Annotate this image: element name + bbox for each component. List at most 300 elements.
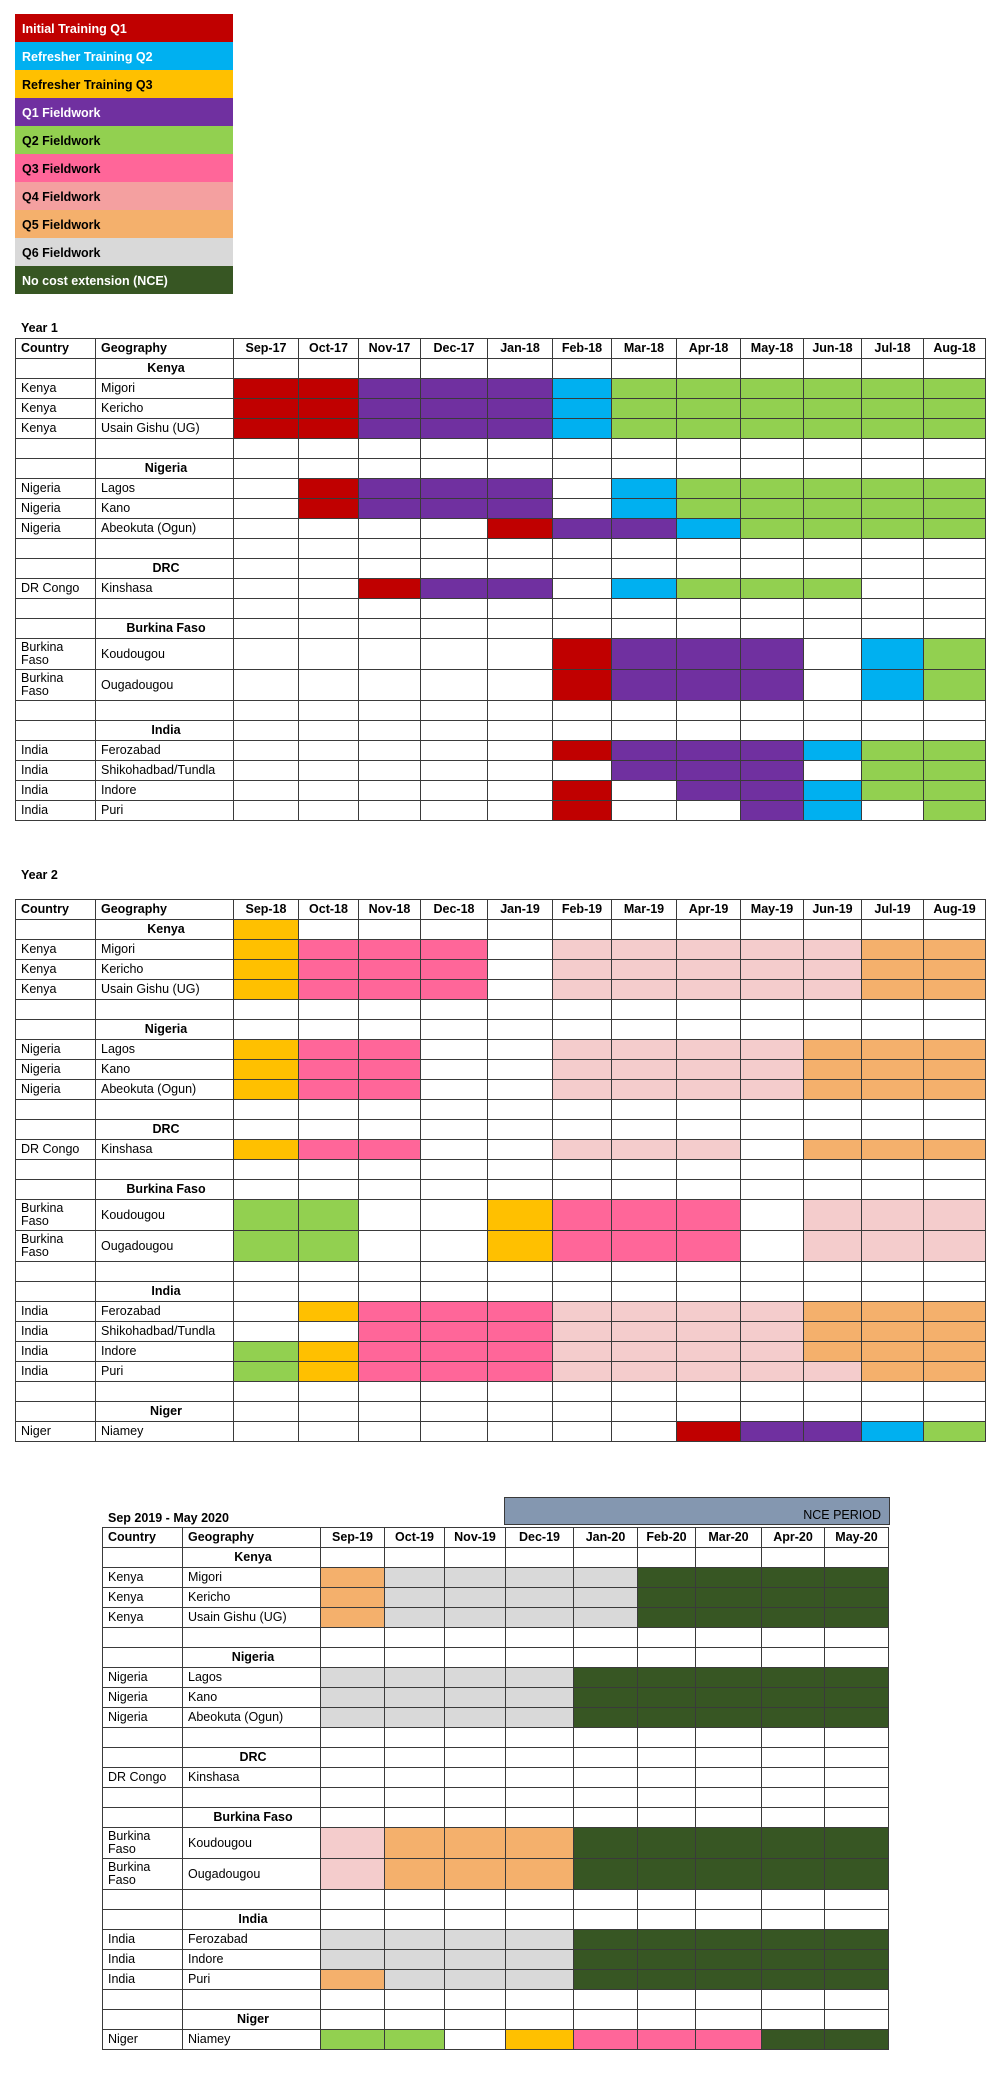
month-cell xyxy=(359,940,421,960)
month-cell xyxy=(421,1000,488,1020)
region-label: Kenya xyxy=(96,359,234,379)
geography-cell: Indore xyxy=(96,1342,234,1362)
country-cell xyxy=(16,1160,96,1180)
month-cell xyxy=(741,499,804,519)
month-cell xyxy=(825,1768,889,1788)
month-cell xyxy=(696,1728,762,1748)
month-cell xyxy=(741,1040,804,1060)
month-header: Mar-19 xyxy=(612,900,677,920)
month-cell xyxy=(421,1180,488,1200)
geography-cell: Niamey xyxy=(96,1422,234,1442)
month-cell xyxy=(553,459,612,479)
geography-cell: Abeokuta (Ogun) xyxy=(183,1708,321,1728)
month-cell xyxy=(299,960,359,980)
schedule-row xyxy=(16,1200,986,1231)
schedule-row xyxy=(16,781,986,801)
month-cell xyxy=(804,539,862,559)
month-cell xyxy=(506,1728,574,1748)
geography-cell: Migori xyxy=(96,379,234,399)
month-cell xyxy=(804,701,862,721)
schedule-row xyxy=(103,1970,889,1990)
month-cell xyxy=(804,359,862,379)
month-cell xyxy=(677,741,741,761)
month-cell xyxy=(445,1708,506,1728)
month-cell xyxy=(553,1060,612,1080)
month-cell xyxy=(299,1100,359,1120)
month-cell xyxy=(385,1648,445,1668)
month-cell xyxy=(924,1282,986,1302)
geography-cell xyxy=(183,1890,321,1910)
schedule-row xyxy=(103,1568,889,1588)
month-cell xyxy=(321,1768,385,1788)
month-cell xyxy=(445,1768,506,1788)
month-cell xyxy=(638,1859,696,1890)
month-cell xyxy=(741,1180,804,1200)
month-cell xyxy=(421,940,488,960)
geography-cell: Abeokuta (Ogun) xyxy=(96,519,234,539)
month-cell xyxy=(825,1588,889,1608)
country-cell: India xyxy=(103,1930,183,1950)
month-cell xyxy=(612,670,677,701)
month-cell xyxy=(234,741,299,761)
geography-cell: Puri xyxy=(96,1362,234,1382)
country-cell: Nigeria xyxy=(16,479,96,499)
month-header: Jan-18 xyxy=(488,339,553,359)
month-cell xyxy=(862,801,924,821)
month-cell xyxy=(488,399,553,419)
month-cell xyxy=(862,359,924,379)
month-cell xyxy=(299,1282,359,1302)
month-cell xyxy=(638,1728,696,1748)
month-cell xyxy=(741,721,804,741)
month-cell xyxy=(612,1060,677,1080)
month-cell xyxy=(553,1342,612,1362)
month-cell xyxy=(741,701,804,721)
month-cell xyxy=(421,1231,488,1262)
month-cell xyxy=(385,1768,445,1788)
spacer-row xyxy=(16,439,986,459)
month-cell xyxy=(804,559,862,579)
month-cell xyxy=(299,499,359,519)
month-cell xyxy=(488,1140,553,1160)
country-cell xyxy=(16,1262,96,1282)
month-cell xyxy=(924,741,986,761)
month-cell xyxy=(677,801,741,821)
month-cell xyxy=(421,1200,488,1231)
month-cell xyxy=(638,1808,696,1828)
region-label: Nigeria xyxy=(96,1020,234,1040)
month-cell xyxy=(299,379,359,399)
region-label: India xyxy=(183,1910,321,1930)
month-cell xyxy=(359,670,421,701)
month-cell xyxy=(421,419,488,439)
country-cell: Burkina Faso xyxy=(103,1859,183,1890)
geography-cell: Kericho xyxy=(183,1588,321,1608)
month-cell xyxy=(553,701,612,721)
month-cell xyxy=(234,761,299,781)
month-cell xyxy=(553,599,612,619)
year1-caption: Year 1 xyxy=(21,321,58,335)
month-cell xyxy=(359,1282,421,1302)
country-cell: Kenya xyxy=(16,379,96,399)
month-cell xyxy=(421,1140,488,1160)
month-cell xyxy=(612,1262,677,1282)
month-cell xyxy=(862,1060,924,1080)
region-row xyxy=(103,1748,889,1768)
month-cell xyxy=(638,1568,696,1588)
region-label: Niger xyxy=(183,2010,321,2030)
month-cell xyxy=(421,1342,488,1362)
month-cell xyxy=(862,1402,924,1422)
month-cell xyxy=(804,439,862,459)
month-cell xyxy=(234,1382,299,1402)
month-cell xyxy=(385,1970,445,1990)
region-label: India xyxy=(96,1282,234,1302)
month-header: Sep-19 xyxy=(321,1528,385,1548)
month-cell xyxy=(762,1548,825,1568)
month-cell xyxy=(741,1382,804,1402)
month-cell xyxy=(299,1382,359,1402)
month-cell xyxy=(862,721,924,741)
month-cell xyxy=(359,359,421,379)
month-cell xyxy=(741,1302,804,1322)
month-cell xyxy=(553,1020,612,1040)
month-cell xyxy=(638,1648,696,1668)
month-cell xyxy=(553,1322,612,1342)
spacer-row xyxy=(16,1100,986,1120)
month-cell xyxy=(638,1910,696,1930)
schedule-row xyxy=(16,1342,986,1362)
month-cell xyxy=(924,1180,986,1200)
month-cell xyxy=(862,599,924,619)
month-cell xyxy=(359,1322,421,1342)
month-cell xyxy=(696,1890,762,1910)
month-cell xyxy=(299,1180,359,1200)
month-cell xyxy=(421,359,488,379)
month-cell xyxy=(924,1422,986,1442)
month-cell xyxy=(234,459,299,479)
month-cell xyxy=(506,1628,574,1648)
month-cell xyxy=(234,1040,299,1060)
month-cell xyxy=(299,980,359,1000)
month-cell xyxy=(677,379,741,399)
month-cell xyxy=(612,599,677,619)
month-cell xyxy=(488,459,553,479)
month-cell xyxy=(553,439,612,459)
month-cell xyxy=(488,940,553,960)
month-cell xyxy=(804,980,862,1000)
month-cell xyxy=(299,519,359,539)
month-cell xyxy=(321,1930,385,1950)
month-cell xyxy=(696,1688,762,1708)
month-cell xyxy=(299,1200,359,1231)
geography-cell: Ougadougou xyxy=(96,1231,234,1262)
month-cell xyxy=(741,1282,804,1302)
month-cell xyxy=(506,1588,574,1608)
month-cell xyxy=(506,1768,574,1788)
month-cell xyxy=(862,439,924,459)
country-cell xyxy=(16,1020,96,1040)
month-cell xyxy=(445,1950,506,1970)
region-row xyxy=(103,1648,889,1668)
month-cell xyxy=(234,1120,299,1140)
month-cell xyxy=(862,741,924,761)
month-cell xyxy=(741,1160,804,1180)
month-cell xyxy=(421,721,488,741)
month-cell xyxy=(677,980,741,1000)
month-cell xyxy=(553,559,612,579)
month-cell xyxy=(421,1080,488,1100)
geography-cell: Lagos xyxy=(96,1040,234,1060)
geography-cell: Shikohadbad/Tundla xyxy=(96,1322,234,1342)
month-cell xyxy=(299,1402,359,1422)
month-cell xyxy=(421,1020,488,1040)
month-cell xyxy=(924,1231,986,1262)
month-cell xyxy=(862,399,924,419)
month-cell xyxy=(741,980,804,1000)
month-cell xyxy=(488,920,553,940)
month-cell xyxy=(924,1302,986,1322)
month-header: Sep-17 xyxy=(234,339,299,359)
country-cell: Kenya xyxy=(16,960,96,980)
month-cell xyxy=(488,1060,553,1080)
legend-item: Q5 Fieldwork xyxy=(15,210,233,238)
month-cell xyxy=(359,1040,421,1060)
month-cell xyxy=(825,1548,889,1568)
month-cell xyxy=(862,1000,924,1020)
month-cell xyxy=(638,1788,696,1808)
month-cell xyxy=(488,1040,553,1060)
region-label: Burkina Faso xyxy=(183,1808,321,1828)
month-cell xyxy=(488,639,553,670)
month-cell xyxy=(234,721,299,741)
geography-cell: Usain Gishu (UG) xyxy=(96,980,234,1000)
month-cell xyxy=(488,1180,553,1200)
month-cell xyxy=(804,1382,862,1402)
month-cell xyxy=(234,599,299,619)
country-cell: Burkina Faso xyxy=(16,1200,96,1231)
month-cell xyxy=(553,1120,612,1140)
month-cell xyxy=(445,1548,506,1568)
month-cell xyxy=(862,579,924,599)
month-cell xyxy=(385,1890,445,1910)
geography-cell xyxy=(96,1100,234,1120)
month-cell xyxy=(804,1080,862,1100)
month-cell xyxy=(385,1668,445,1688)
month-cell xyxy=(696,1708,762,1728)
month-cell xyxy=(574,1588,638,1608)
month-cell xyxy=(553,1160,612,1180)
month-cell xyxy=(234,399,299,419)
month-cell xyxy=(299,1262,359,1282)
geography-cell: Kinshasa xyxy=(96,579,234,599)
month-cell xyxy=(924,539,986,559)
month-cell xyxy=(421,559,488,579)
month-cell xyxy=(234,781,299,801)
month-cell xyxy=(553,1302,612,1322)
month-cell xyxy=(741,1080,804,1100)
month-cell xyxy=(804,419,862,439)
header-row xyxy=(16,900,986,920)
month-header: Mar-18 xyxy=(612,339,677,359)
month-cell xyxy=(321,1668,385,1688)
region-label: DRC xyxy=(183,1748,321,1768)
country-cell xyxy=(16,559,96,579)
month-cell xyxy=(421,801,488,821)
month-cell xyxy=(804,639,862,670)
legend xyxy=(15,14,233,294)
month-cell xyxy=(612,940,677,960)
schedule-row xyxy=(103,2030,889,2050)
month-cell xyxy=(804,1000,862,1020)
spacer-row xyxy=(103,1628,889,1648)
month-cell xyxy=(741,379,804,399)
month-cell xyxy=(924,1080,986,1100)
month-cell xyxy=(421,920,488,940)
month-cell xyxy=(421,379,488,399)
month-cell xyxy=(234,499,299,519)
month-cell xyxy=(506,1688,574,1708)
month-cell xyxy=(862,459,924,479)
geography-cell: Kano xyxy=(96,1060,234,1080)
column-header: Geography xyxy=(96,339,234,359)
month-cell xyxy=(638,1548,696,1568)
month-cell xyxy=(677,781,741,801)
month-header: Feb-20 xyxy=(638,1528,696,1548)
month-header: Nov-18 xyxy=(359,900,421,920)
month-header: Mar-20 xyxy=(696,1528,762,1548)
month-cell xyxy=(445,1910,506,1930)
month-cell xyxy=(696,1568,762,1588)
region-row xyxy=(16,1020,986,1040)
month-cell xyxy=(804,479,862,499)
month-cell xyxy=(234,940,299,960)
month-cell xyxy=(385,2030,445,2050)
month-cell xyxy=(359,1100,421,1120)
month-cell xyxy=(488,1422,553,1442)
schedule-row xyxy=(103,1859,889,1890)
month-cell xyxy=(862,539,924,559)
month-cell xyxy=(741,1120,804,1140)
month-cell xyxy=(862,1382,924,1402)
month-cell xyxy=(612,801,677,821)
month-cell xyxy=(445,1728,506,1748)
month-cell xyxy=(696,1628,762,1648)
month-cell xyxy=(741,1262,804,1282)
region-row xyxy=(16,1402,986,1422)
month-cell xyxy=(321,1708,385,1728)
schedule-row xyxy=(16,741,986,761)
month-cell xyxy=(741,599,804,619)
month-cell xyxy=(321,1970,385,1990)
month-cell xyxy=(612,1422,677,1442)
geography-cell: Migori xyxy=(96,940,234,960)
country-cell: DR Congo xyxy=(16,579,96,599)
month-cell xyxy=(677,670,741,701)
month-cell xyxy=(638,1608,696,1628)
month-cell xyxy=(299,1000,359,1020)
month-cell xyxy=(762,1859,825,1890)
month-cell xyxy=(825,1890,889,1910)
region-label: Kenya xyxy=(96,920,234,940)
month-cell xyxy=(385,1608,445,1628)
month-cell xyxy=(321,1950,385,1970)
month-cell xyxy=(862,781,924,801)
month-header: May-20 xyxy=(825,1528,889,1548)
month-cell xyxy=(359,479,421,499)
month-cell xyxy=(553,1422,612,1442)
month-cell xyxy=(924,960,986,980)
month-cell xyxy=(234,1362,299,1382)
month-cell xyxy=(234,980,299,1000)
month-cell xyxy=(488,1322,553,1342)
month-cell xyxy=(762,1910,825,1930)
month-cell xyxy=(612,419,677,439)
month-cell xyxy=(638,1708,696,1728)
month-cell xyxy=(804,1140,862,1160)
month-cell xyxy=(553,539,612,559)
month-cell xyxy=(762,1648,825,1668)
month-cell xyxy=(445,1788,506,1808)
month-cell xyxy=(862,619,924,639)
month-cell xyxy=(924,781,986,801)
month-cell xyxy=(762,2030,825,2050)
month-cell xyxy=(234,359,299,379)
month-cell xyxy=(359,1140,421,1160)
month-cell xyxy=(574,2010,638,2030)
month-cell xyxy=(574,1568,638,1588)
month-cell xyxy=(506,1648,574,1668)
month-cell xyxy=(825,1688,889,1708)
month-cell xyxy=(421,761,488,781)
month-cell xyxy=(299,459,359,479)
month-cell xyxy=(321,1568,385,1588)
month-cell xyxy=(421,519,488,539)
month-cell xyxy=(825,1859,889,1890)
month-cell xyxy=(924,459,986,479)
month-cell xyxy=(488,761,553,781)
month-cell xyxy=(741,1020,804,1040)
month-cell xyxy=(421,579,488,599)
country-cell: Nigeria xyxy=(16,1080,96,1100)
month-cell xyxy=(612,1080,677,1100)
geography-cell: Ferozabad xyxy=(96,741,234,761)
month-cell xyxy=(762,1708,825,1728)
country-cell: India xyxy=(16,1302,96,1322)
month-cell xyxy=(924,1020,986,1040)
country-cell xyxy=(16,619,96,639)
month-cell xyxy=(385,1990,445,2010)
geography-cell: Abeokuta (Ogun) xyxy=(96,1080,234,1100)
month-cell xyxy=(445,1608,506,1628)
month-cell xyxy=(553,920,612,940)
month-cell xyxy=(696,1748,762,1768)
month-cell xyxy=(741,439,804,459)
month-cell xyxy=(741,1000,804,1020)
month-cell xyxy=(488,359,553,379)
month-cell xyxy=(506,2030,574,2050)
month-cell xyxy=(638,1668,696,1688)
month-cell xyxy=(574,2030,638,2050)
month-cell xyxy=(553,479,612,499)
month-cell xyxy=(924,1382,986,1402)
month-cell xyxy=(696,1788,762,1808)
month-cell xyxy=(924,1322,986,1342)
region-label: DRC xyxy=(96,1120,234,1140)
month-cell xyxy=(574,1748,638,1768)
month-cell xyxy=(612,1020,677,1040)
month-cell xyxy=(741,801,804,821)
